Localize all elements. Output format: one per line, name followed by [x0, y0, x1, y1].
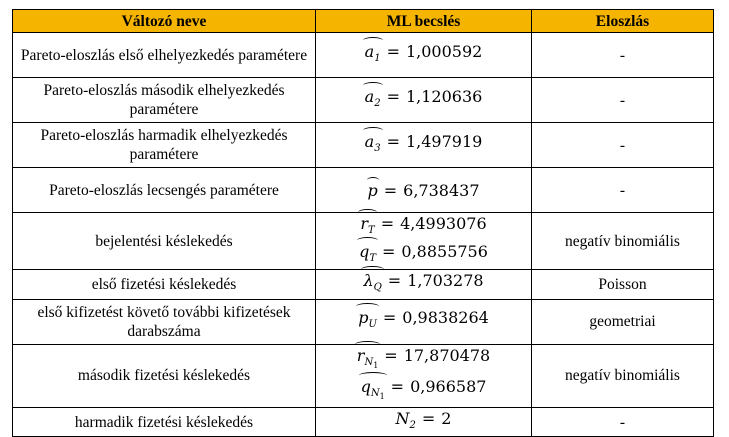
ml-estimate-cell	[316, 78, 532, 123]
estimate-symbol: $a_2$	[365, 86, 381, 114]
ml-estimate-cell	[316, 270, 532, 299]
ml-estimate-cell	[316, 123, 532, 168]
estimate-subscript: Q	[373, 282, 382, 294]
header-variable-name: Változó neve	[13, 10, 316, 33]
table-row	[13, 299, 714, 344]
estimate-symbol: $a_3$	[365, 131, 381, 159]
ml-estimates-table	[12, 9, 714, 437]
distribution-cell: Poisson	[532, 270, 714, 299]
estimate-formula: $\lambda_Q = 1,703278$	[320, 270, 527, 298]
estimate-subscript: T	[368, 225, 375, 237]
estimate-subscript: 2	[374, 98, 381, 110]
estimate-formula: $p_U = 0,9838264$	[320, 307, 527, 335]
estimate-value: 1,000592	[405, 41, 483, 61]
distribution-cell: -	[532, 407, 714, 436]
table-row	[13, 78, 714, 123]
variable-name-cell: első fizetési késlekedés	[13, 270, 316, 299]
table-row	[13, 407, 714, 436]
estimate-value: 2	[441, 408, 452, 428]
estimate-formula: $r_T = 4,4993076$	[320, 213, 527, 241]
estimate-formula: $a_3 = 1,497919$	[320, 131, 527, 159]
estimate-formula: $a_1 = 1,000592$	[320, 41, 527, 69]
estimate-formula: p = 6,738437	[367, 180, 480, 200]
variable-name-cell: első kifizetést követő további kifizetések darabszáma	[13, 299, 316, 344]
estimate-subscript: 2	[409, 420, 416, 432]
table-row	[13, 33, 714, 78]
table-row	[13, 168, 714, 213]
estimate-symbol: $N_2$	[395, 408, 416, 432]
table-row	[13, 270, 714, 299]
distribution-cell: negatív binomiális	[532, 344, 714, 407]
distribution-cell: -	[532, 33, 714, 78]
estimate-symbol: $q_T$	[359, 241, 376, 269]
estimate-symbol: $p_U$	[358, 307, 377, 335]
distribution-cell: -	[532, 123, 714, 168]
ml-estimate-cell	[316, 344, 532, 407]
table-row	[13, 123, 714, 168]
table-row	[13, 344, 714, 407]
variable-name-cell: második fizetési késlekedés	[13, 344, 316, 407]
header-ml-estimate: ML becslés	[316, 10, 532, 33]
estimate-sub-subscript: 1	[379, 391, 385, 401]
estimate-subscript: N	[364, 356, 374, 368]
variable-name-cell: harmadik fizetési késlekedés	[13, 407, 316, 436]
distribution-cell: geometriai	[532, 299, 714, 344]
header-distribution: Eloszlás	[532, 10, 714, 33]
estimate-formula: $N_2 = 2$	[320, 408, 527, 436]
estimate-value: 1,497919	[405, 131, 483, 151]
estimate-subscript: U	[368, 319, 377, 331]
estimate-symbol: $q_{N_1}$	[361, 376, 385, 407]
estimate-value: 0,966587	[410, 376, 487, 396]
table-header-row	[13, 10, 714, 33]
estimate-subscript: 3	[374, 143, 381, 155]
estimate-formula: $q_T = 0,8855756$	[320, 241, 527, 269]
variable-name-cell: Pareto-eloszlás második elhelyezkedés paramétere	[13, 78, 316, 123]
estimate-formula: $r_{N_1}= 17,870478$	[320, 345, 527, 376]
ml-estimate-cell	[316, 213, 532, 270]
ml-estimate-cell	[316, 33, 532, 78]
estimate-formula: $a_2 = 1,120636$	[320, 86, 527, 114]
estimate-symbol: p	[367, 180, 378, 200]
estimate-value: 1,703278	[407, 271, 484, 291]
estimate-value: 6,738437	[403, 180, 480, 200]
variable-name-cell: Pareto-eloszlás első elhelyezkedés paramétere	[13, 33, 316, 78]
estimate-symbol: $r_T$	[360, 213, 374, 241]
estimate-sub-subscript: 1	[373, 360, 379, 370]
distribution-cell: -	[532, 78, 714, 123]
estimate-subscript: T	[369, 253, 376, 265]
distribution-cell: negatív binomiális	[532, 213, 714, 270]
estimate-value: 4,4993076	[400, 214, 487, 233]
estimate-value: 17,870478	[403, 345, 491, 365]
variable-name-cell: Pareto-eloszlás harmadik elhelyezkedés paramétere	[13, 123, 316, 168]
estimate-formula: $q_{N_1}= 0,966587$	[320, 376, 527, 407]
variable-name-cell: Pareto-eloszlás lecsengés paramétere	[13, 168, 316, 213]
distribution-cell: -	[532, 168, 714, 213]
variable-name-cell: bejelentési késlekedés	[13, 213, 316, 270]
estimate-value: 1,120636	[405, 86, 483, 106]
estimate-value: 0,8855756	[401, 242, 488, 262]
ml-estimate-cell	[316, 407, 532, 436]
ml-estimate-cell	[316, 168, 532, 213]
table-row	[13, 213, 714, 270]
estimate-value: 0,9838264	[402, 308, 489, 328]
estimate-subscript: N	[370, 387, 380, 399]
ml-estimate-cell	[316, 299, 532, 344]
estimate-symbol: $a_1$	[365, 41, 381, 69]
estimate-symbol: $r_{N_1}$	[357, 345, 379, 376]
estimate-symbol: $\lambda_Q$	[363, 270, 381, 298]
estimate-subscript: 1	[374, 53, 381, 65]
